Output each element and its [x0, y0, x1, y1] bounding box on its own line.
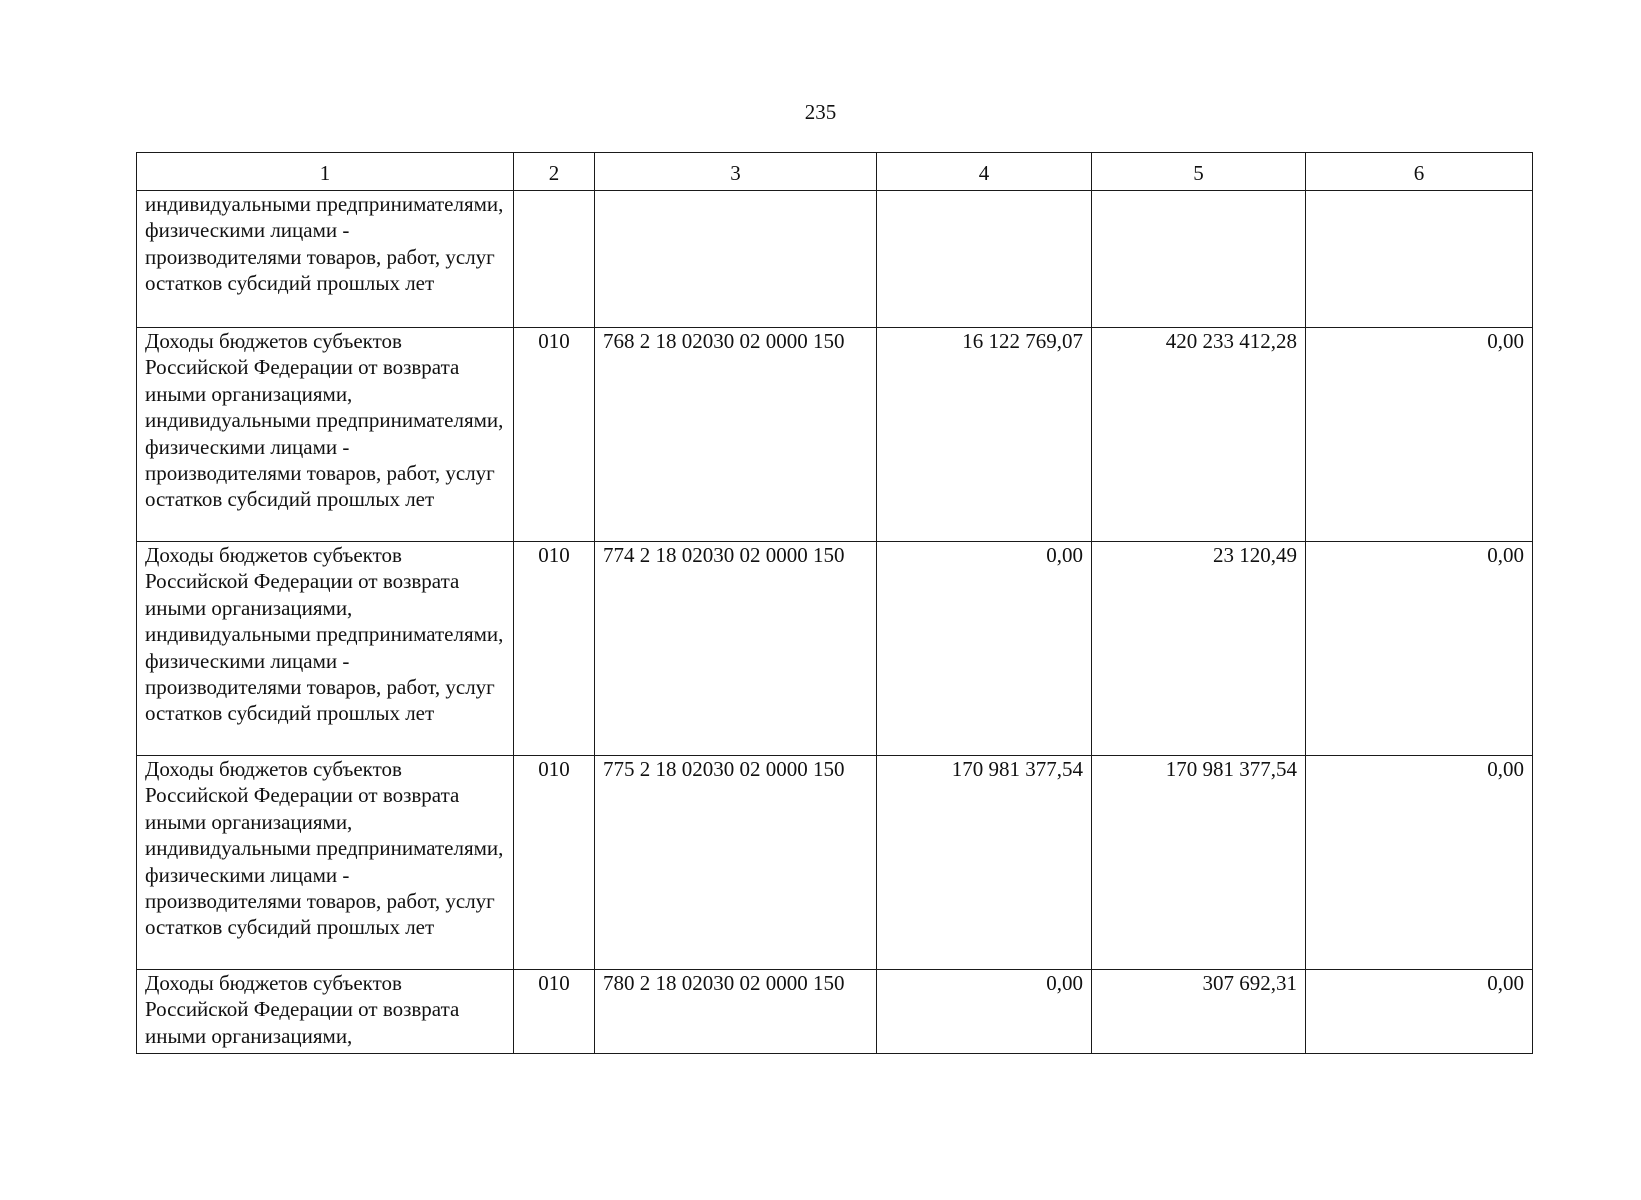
amount-col6-cell: 0,00	[1306, 542, 1533, 756]
column-header-6: 6	[1306, 153, 1533, 191]
amount-col4-cell: 16 122 769,07	[877, 328, 1092, 542]
empty-cell	[1092, 191, 1306, 328]
report-table	[136, 152, 1533, 1054]
description-cell: Доходы бюджетов субъектов Российской Федерации от возврата иными организациями, индивидуальными предпринимателями, физическими лицами - производителями товаров, работ, услуг остатков субсидий прошлых лет	[137, 756, 514, 970]
amount-col4-cell: 0,00	[877, 542, 1092, 756]
amount-col6-cell: 0,00	[1306, 970, 1533, 1054]
description-cell: Доходы бюджетов субъектов Российской Федерации от возврата иными организациями, индивидуальными предпринимателями, физическими лицами - производителями товаров, работ, услуг остатков субсидий прошлых лет	[137, 328, 514, 542]
page-number: 235	[804, 100, 837, 124]
column-header-4: 4	[877, 153, 1092, 191]
amount-col5-cell: 170 981 377,54	[1092, 756, 1306, 970]
row-code-cell: 010	[514, 328, 595, 542]
table-row	[137, 328, 1533, 542]
empty-cell	[877, 191, 1092, 328]
amount-col5-cell: 307 692,31	[1092, 970, 1306, 1054]
amount-col6-cell: 0,00	[1306, 328, 1533, 542]
column-header-2: 2	[514, 153, 595, 191]
amount-col5-cell: 420 233 412,28	[1092, 328, 1306, 542]
table-row-continued	[137, 191, 1533, 328]
empty-cell	[1306, 191, 1533, 328]
classification-code-cell: 780 2 18 02030 02 0000 150	[595, 970, 877, 1054]
row-code-cell: 010	[514, 970, 595, 1054]
description-cell: индивидуальными предпринимателями, физическими лицами - производителями товаров, работ, услуг остатков субсидий прошлых лет	[137, 191, 514, 328]
column-number-row	[137, 153, 1533, 191]
classification-code-cell: 768 2 18 02030 02 0000 150	[595, 328, 877, 542]
row-code-cell: 010	[514, 756, 595, 970]
description-cell: Доходы бюджетов субъектов Российской Федерации от возврата иными организациями,	[137, 970, 514, 1054]
column-header-1: 1	[137, 153, 514, 191]
classification-code-cell: 774 2 18 02030 02 0000 150	[595, 542, 877, 756]
table-row	[137, 970, 1533, 1054]
empty-cell	[514, 191, 595, 328]
amount-col5-cell: 23 120,49	[1092, 542, 1306, 756]
description-cell: Доходы бюджетов субъектов Российской Федерации от возврата иными организациями, индивидуальными предпринимателями, физическими лицами - производителями товаров, работ, услуг остатков субсидий прошлых лет	[137, 542, 514, 756]
empty-cell	[595, 191, 877, 328]
column-header-5: 5	[1092, 153, 1306, 191]
amount-col4-cell: 170 981 377,54	[877, 756, 1092, 970]
amount-col6-cell: 0,00	[1306, 756, 1533, 970]
column-header-3: 3	[595, 153, 877, 191]
table-row	[137, 756, 1533, 970]
amount-col4-cell: 0,00	[877, 970, 1092, 1054]
row-code-cell: 010	[514, 542, 595, 756]
table-row	[137, 542, 1533, 756]
classification-code-cell: 775 2 18 02030 02 0000 150	[595, 756, 877, 970]
